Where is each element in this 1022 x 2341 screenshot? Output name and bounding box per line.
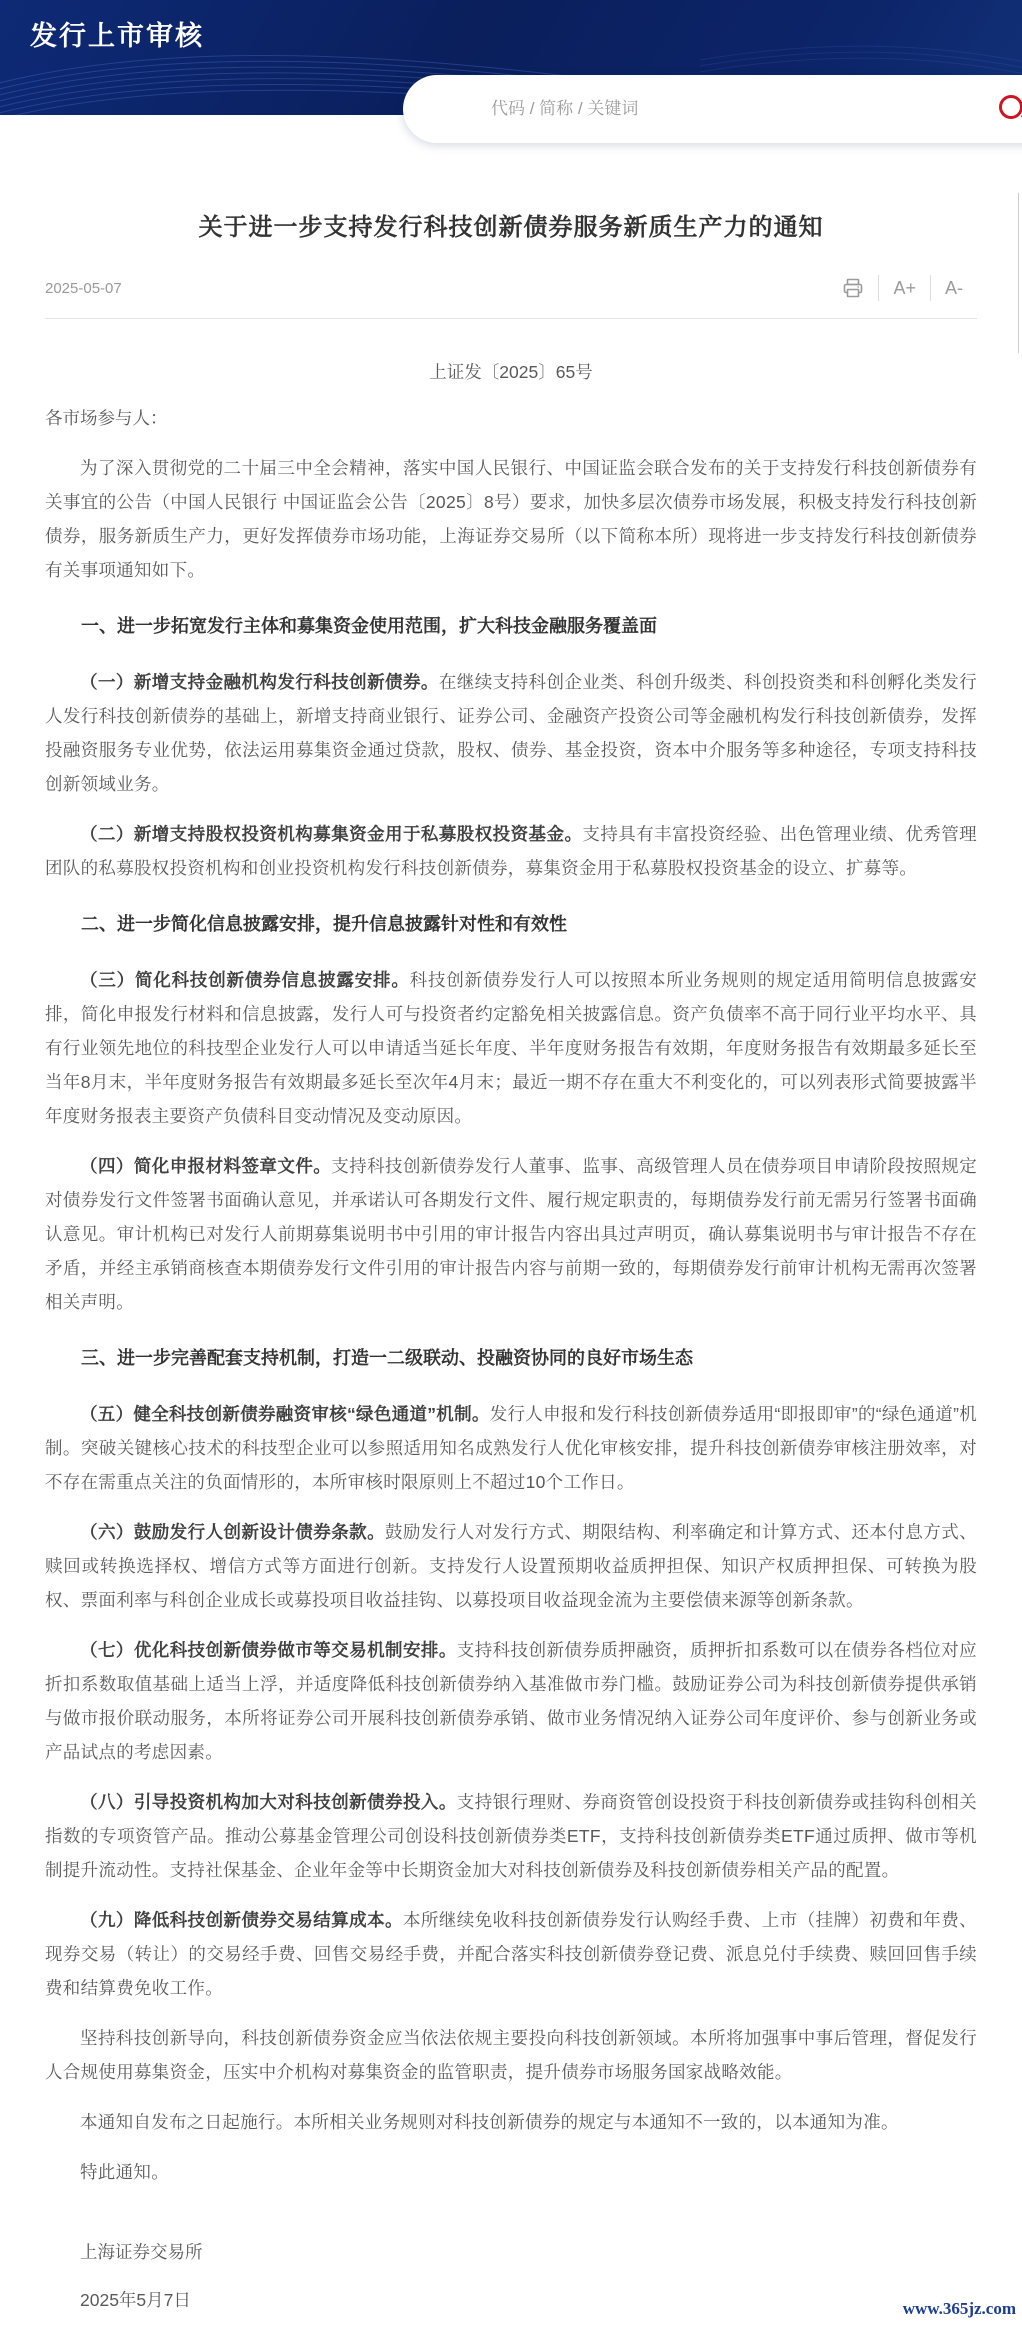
signature-org: 上海证券交易所 [80,2242,203,2262]
article-meta [45,274,977,302]
search-icon[interactable] [999,95,1022,119]
page-title: 发行上市审核 [30,21,204,51]
doc-number: 上证发〔2025〕65号 [429,362,593,382]
article-title: 关于进一步支持发行科技创新债券服务新质生产力的通知 [198,214,824,241]
paragraph: （四）简化申报材料签章文件。支持科技创新债券发行人董事、监事、高级管理人员在债券项目申请阶段按照规定对债券发行文件签署书面确认意见，并承诺认可各期发行文件、履行规定职责的，每期债券发行前无需另行签署书面确认意见。审计机构已对发行人前期募集说明书中引用的审计报告内容出具过声明页，确认募集说明书与审计报告不存在矛盾，并经主承销商核查本期债券发行文件引用的审计报告内容与前期一致的，每期债券发行前审计机构无需再次签署相关声明。 [45,1156,977,1312]
watermark: www.365jz.com [902,2299,1016,2318]
salutation: 各市场参与人： [45,408,168,428]
search-bar[interactable] [403,75,1022,143]
paragraph: 本通知自发布之日起施行。本所相关业务规则对科技创新债券的规定与本通知不一致的，以本通知为准。 [80,2112,899,2132]
section-heading: 三、进一步完善配套支持机制，打造一二级联动、投融资协同的良好市场生态 [81,1348,693,1368]
print-button[interactable] [828,277,878,299]
paragraph: 坚持科技创新导向，科技创新债券资金应当依法依规主要投向科技创新领域。本所将加强事中事后管理，督促发行人合规使用募集资金，压实中介机构对募集资金的监管职责，提升债券市场服务国家战略效能。 [45,2028,977,2082]
article-toolbar [828,274,977,302]
search-input[interactable] [491,99,931,119]
paragraph: 特此通知。 [80,2162,169,2182]
signature-date: 2025年5月7日 [80,2290,191,2310]
floating-panel-edge [1018,193,1019,353]
paragraph: 为了深入贯彻党的二十届三中全会精神，落实中国人民银行、中国证监会联合发布的关于支持发行科技创新债券有关事宜的公告（中国人民银行 中国证监会公告〔2025〕8号）要求，加快多层次债券市场发展，积极支持发行科技创新债券，服务新质生产力，更好发挥债券市场功能，上海证券交易所（以下简称本所）现将进一步支持发行科技创新债券有关事项通知如下。 [45,458,977,580]
paragraph: （六）鼓励发行人创新设计债券条款。鼓励发行人对发行方式、期限结构、利率确定和计算方式、还本付息方式、赎回或转换选择权、增信方式等方面进行创新。支持发行人设置预期收益质押担保、知识产权质押担保、可转换为股权、票面利率与科创企业成长或募投项目收益挂钩、以募投项目收益现金流为主要偿债来源等创新条款。 [45,1522,977,1610]
paragraph: （八）引导投资机构加大对科技创新债券投入。支持银行理财、券商资管创设投资于科技创新债券或挂钩科创相关指数的专项资管产品。推动公募基金管理公司创设科技创新债券类ETF，支持科技创新债券类ETF通过质押、做市等机制提升流动性。支持社保基金、企业年金等中长期资金加大对科技创新债券及科技创新债券相关产品的配置。 [45,1792,977,1880]
signature-block [45,2235,977,2317]
paragraph: （二）新增支持股权投资机构募集资金用于私募股权投资基金。支持具有丰富投资经验、出色管理业绩、优秀管理团队的私募股权投资机构和创业投资机构发行科技创新债券，募集资金用于私募股权投资基金的设立、扩募等。 [45,824,977,878]
paragraph: （三）简化科技创新债券信息披露安排。科技创新债券发行人可以按照本所业务规则的规定适用简明信息披露安排，简化申报发行材料和信息披露，发行人可与投资者约定豁免相关披露信息。资产负债率不高于同行业平均水平、具有行业领先地位的科技型企业发行人可以申请适当延长年度、半年度财务报告有效期，年度财务报告有效期最多延长至当年8月末，半年度财务报告有效期最多延长至次年4月末；最近一期不存在重大不利变化的，可以列表形式简要披露半年度财务报表主要资产负债科目变动情况及变动原因。 [45,970,977,1126]
print-icon [842,277,864,299]
font-decrease-button[interactable]: A- [931,274,977,302]
paragraph: （七）优化科技创新债券做市等交易机制安排。支持科技创新债券质押融资，质押折扣系数可以在债券各档位对应折扣系数取值基础上适当上浮，并适度降低科技创新债券纳入基准做市券门槛。鼓励证券公司为科技创新债券提供承销与做市报价联动服务，本所将证券公司开展科技创新债券承销、做市业务情况纳入证券公司年度评价、参与创新业务或产品试点的考虑因素。 [45,1640,977,1762]
paragraph: （五）健全科技创新债券融资审核“绿色通道”机制。发行人申报和发行科技创新债券适用“即报即审”的“绿色通道”机制。突破关键核心技术的科技型企业可以参照适用知名成熟发行人优化审核安排，提升科技创新债券审核注册效率，对不存在需重点关注的负面情形的，本所审核时限原则上不超过10个工作日。 [45,1404,978,1492]
article-body [45,319,977,2341]
paragraph: （一）新增支持金融机构发行科技创新债券。在继续支持科创企业类、科创升级类、科创投资类和科创孵化类发行人发行科技创新债券的基础上，新增支持商业银行、证券公司、金融资产投资公司等金融机构发行科技创新债券，发挥投融资服务专业优势，依法运用募集资金通过贷款，股权、债券、基金投资，资本中介服务等多种途径，专项支持科技创新领域业务。 [45,672,977,794]
font-increase-button[interactable]: A+ [879,274,930,302]
paragraph: （九）降低科技创新债券交易结算成本。本所继续免收科技创新债券发行认购经手费、上市（挂牌）初费和年费、现券交易（转让）的交易经手费、回售交易经手费，并配合落实科技创新债券登记费、派息兑付手续费、赎回回售手续费和结算费免收工作。 [45,1910,977,1998]
section-heading: 二、进一步简化信息披露安排，提升信息披露针对性和有效性 [81,914,567,934]
section-heading: 一、进一步拓宽发行主体和募集资金使用范围，扩大科技金融服务覆盖面 [81,616,657,636]
article [0,115,1022,2341]
publish-date: 2025-05-07 [45,279,122,297]
